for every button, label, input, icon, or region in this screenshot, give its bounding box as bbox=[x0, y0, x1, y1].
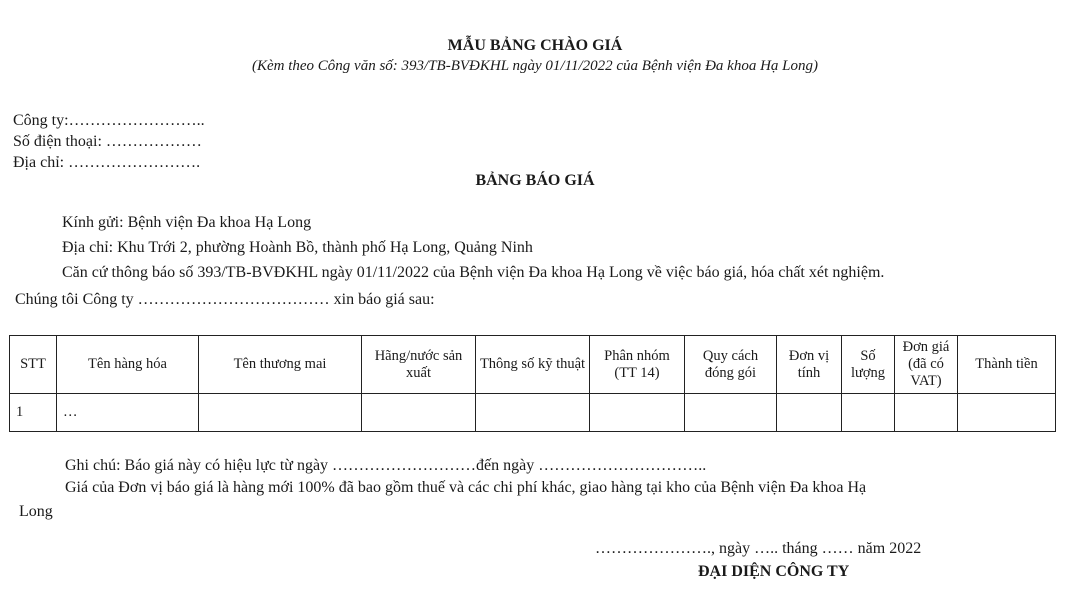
cell-manufacturer bbox=[362, 394, 476, 432]
header-total: Thành tiền bbox=[958, 336, 1056, 394]
cell-unit bbox=[777, 394, 842, 432]
form-title: MẪU BẢNG CHÀO GIÁ bbox=[447, 37, 623, 54]
header-unit-price: Đơn giá (đã có VAT) bbox=[895, 336, 958, 394]
quote-table bbox=[9, 335, 1056, 432]
cell-group bbox=[590, 394, 685, 432]
cell-packaging bbox=[685, 394, 777, 432]
recipient-line: Kính gửi: Bệnh viện Đa khoa Hạ Long bbox=[62, 214, 312, 231]
representative-label: ĐẠI DIỆN CÔNG TY bbox=[698, 563, 850, 580]
header-trade-name: Tên thương mai bbox=[199, 336, 362, 394]
company-address-line: Địa chỉ: ……………………. bbox=[13, 154, 201, 171]
price-note-line-2: Long bbox=[19, 503, 53, 520]
intro-line: Chúng tôi Công ty ……………………………… xin báo giá sau: bbox=[15, 291, 435, 308]
header-unit: Đơn vị tính bbox=[777, 336, 842, 394]
table-header-row bbox=[10, 336, 1056, 394]
validity-note: Ghi chú: Báo giá này có hiệu lực từ ngày ………………………đến ngày ………………………….. bbox=[65, 457, 707, 474]
header-specs: Thông số kỹ thuật bbox=[476, 336, 590, 394]
cell-specs bbox=[476, 394, 590, 432]
cell-item-name: … bbox=[57, 394, 199, 432]
cell-unit-price bbox=[895, 394, 958, 432]
header-item-name: Tên hàng hóa bbox=[57, 336, 199, 394]
header-group: Phân nhóm (TT 14) bbox=[590, 336, 685, 394]
header-packaging: Quy cách đóng gói bbox=[685, 336, 777, 394]
cell-trade-name bbox=[199, 394, 362, 432]
signature-date-line: …………………., ngày ….. tháng …… năm 2022 bbox=[595, 540, 922, 557]
header-quantity: Số lượng bbox=[842, 336, 895, 394]
form-subtitle: (Kèm theo Công văn số: 393/TB-BVĐKHL ngày 01/11/2022 của Bệnh viện Đa khoa Hạ Long) bbox=[251, 58, 819, 74]
price-note-line-1: Giá của Đơn vị báo giá là hàng mới 100% đã bao gồm thuế và các chi phí khác, giao hàng tại kho của Bệnh viện Đa khoa Hạ bbox=[65, 479, 867, 496]
recipient-address-line: Địa chỉ: Khu Trới 2, phường Hoành Bồ, thành phố Hạ Long, Quảng Ninh bbox=[62, 239, 533, 256]
company-phone-line: Số điện thoại: ……………… bbox=[13, 133, 202, 150]
header-stt: STT bbox=[10, 336, 57, 394]
header-manufacturer: Hãng/nước sản xuất bbox=[362, 336, 476, 394]
company-name-line: Công ty:…………………….. bbox=[13, 112, 205, 129]
basis-line: Căn cứ thông báo số 393/TB-BVĐKHL ngày 01/11/2022 của Bệnh viện Đa khoa Hạ Long về việc báo giá, hóa chất xét nghiệm. bbox=[62, 264, 885, 281]
table-row bbox=[10, 394, 1056, 432]
cell-stt: 1 bbox=[10, 394, 57, 432]
cell-total bbox=[958, 394, 1056, 432]
cell-quantity bbox=[842, 394, 895, 432]
quote-title: BẢNG BÁO GIÁ bbox=[475, 172, 595, 189]
